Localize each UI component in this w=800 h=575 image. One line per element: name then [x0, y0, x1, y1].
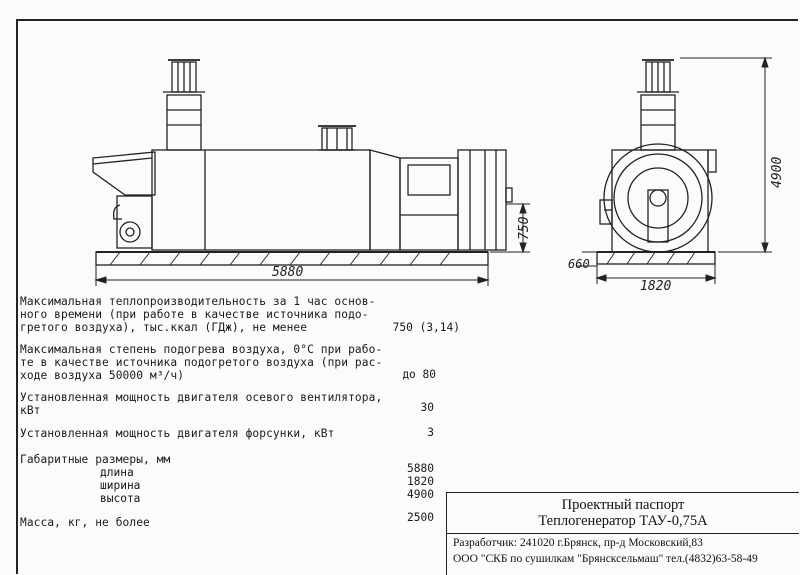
spec-line: ного времени (при работе в качестве источника подо-	[20, 308, 369, 321]
end-chimney	[637, 60, 679, 150]
gabarit-length-value: 5880	[407, 462, 434, 475]
fan-transition	[370, 150, 400, 250]
main-body	[152, 150, 370, 250]
fan-housing	[400, 158, 458, 250]
company-contact: ООО "СКБ по сушилкам "Брянсксельмаш" тел.(4832)63-58-49	[453, 553, 758, 565]
spec-fan-motor	[20, 391, 382, 417]
dimension-750-label: 750	[517, 216, 532, 240]
spec-line: Максимальная степень подогрева воздуха, 0°С при рабо-	[20, 343, 383, 356]
spec-line: Максимальная теплопроизводительность за 1 час основ-	[20, 295, 376, 308]
product-name: Теплогенератор ТАУ-0,75А	[538, 513, 708, 529]
spec-air-heating	[20, 343, 382, 382]
end-ring-outer	[604, 144, 712, 252]
spec-line: те в качестве источника подогретого воздуха (при рас-	[20, 356, 383, 369]
spec-heat-output-value: 750 (3,14)	[392, 321, 460, 334]
dimension-4900-label: 4900	[770, 156, 785, 188]
spec-air-heating-value: до 80	[402, 368, 436, 381]
spec-fan-motor-value: 30	[420, 401, 434, 414]
mass-value: 2500	[407, 511, 434, 524]
gabarit-height-value: 4900	[407, 488, 434, 501]
gabarit-height-label: высота	[100, 492, 141, 505]
spec-nozzle-motor-value: 3	[427, 426, 434, 439]
side-view	[93, 60, 512, 265]
title-block	[446, 492, 799, 575]
spec-line: гретого воздуха), тыс.ккал (ГДж), не менее	[20, 321, 308, 334]
spec-heat-output	[20, 295, 375, 334]
title-block-header	[447, 493, 799, 534]
gabarit-width-value: 1820	[407, 475, 434, 488]
spec-line: Установленная мощность двигателя форсунки, кВт	[20, 427, 335, 440]
chimney-left	[163, 60, 205, 150]
document-title: Проектный паспорт	[561, 497, 685, 513]
dimension-660-label: 660	[568, 257, 590, 271]
spec-line: ходе воздуха 50000 м³/ч)	[20, 369, 185, 382]
spec-line: Установленная мощность двигателя осевого вентилятора,	[20, 391, 383, 404]
dimension-1820-label: 1820	[640, 279, 672, 294]
developer-address: Разработчик: 241020 г.Брянск, пр-д Московский,83	[453, 537, 703, 549]
spec-nozzle-motor	[20, 427, 334, 440]
gabarit-title: Габаритные размеры, мм	[20, 453, 171, 466]
burner-circle	[120, 222, 140, 242]
end-view	[597, 60, 716, 264]
mass-label: Масса, кг, не более	[20, 516, 150, 529]
end-base	[597, 252, 715, 264]
vent-middle	[318, 126, 356, 150]
dimension-5880-label: 5880	[272, 265, 304, 280]
gabarit-width-label: ширина	[100, 479, 141, 492]
spec-line: кВт	[20, 404, 41, 417]
gabarit-length-label: длина	[100, 466, 134, 479]
